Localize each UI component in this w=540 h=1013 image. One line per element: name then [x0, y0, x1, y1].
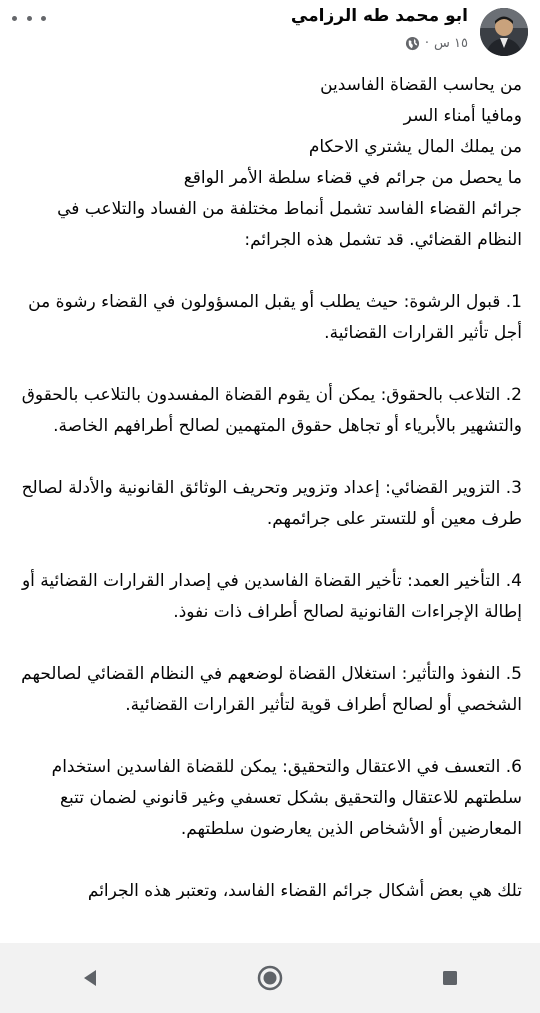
system-nav-bar: [0, 943, 540, 1013]
back-button[interactable]: [60, 948, 120, 1008]
home-circle-icon: [256, 964, 284, 992]
scroll-fade: [0, 923, 540, 943]
list-item: 4. التأخير العمد: تأخير القضاة الفاسدين في إصدار القرارات القضائية أو إطالة الإجراءات القانونية لصالح أطراف ذات نفوذ.: [21, 571, 522, 622]
list-item: 1. قبول الرشوة: حيث يطلب أو يقبل المسؤولون في القضاء رشوة من أجل تأثير القرارات القضائية.: [28, 292, 522, 343]
post-line: جرائم القضاء الفاسد تشمل أنماط مختلفة من الفساد والتلاعب في النظام القضائي. قد تشمل هذه الجرائم:: [57, 199, 522, 250]
post-header: [0, 0, 540, 62]
post-closing: تلك هي بعض أشكال جرائم القضاء الفاسد، وتعتبر هذه الجرائم: [87, 881, 522, 901]
post-line: من يحاسب القضاة الفاسدين: [320, 75, 522, 95]
post-line: من يملك المال يشتري الاحكام: [308, 137, 522, 157]
globe-icon: [405, 36, 420, 51]
avatar[interactable]: [480, 8, 528, 56]
avatar-photo: [480, 8, 528, 56]
home-button[interactable]: [240, 948, 300, 1008]
post-line: ومافيا أمناء السر: [403, 106, 522, 126]
post-time[interactable]: ١٥ س: [434, 36, 468, 51]
list-item: 5. النفوذ والتأثير: استغلال القضاة لوضعهم في النظام القضائي لصالحهم الشخصي أو لصالح أطراف قوية لتأثير القرارات القضائية.: [21, 664, 522, 715]
recents-button[interactable]: [420, 948, 480, 1008]
list-item: 3. التزوير القضائي: إعداد وتزوير وتحريف الوثائق القانونية والأدلة لصالح طرف معين أو للتستر على جرائمهم.: [21, 478, 522, 529]
post-meta: ١٥ س ·: [405, 36, 468, 51]
list-item: 6. التعسف في الاعتقال والتحقيق: يمكن للقضاة الفاسدين استخدام سلطتهم للاعتقال والتحقيق بشكل تعسفي وغير قانوني لضمان تتبع المعارضين أو الأشخاص الذين يعارضون سلطتهم.: [51, 757, 522, 839]
more-options-icon[interactable]: [12, 8, 46, 28]
post-text: [20, 70, 522, 907]
author-name[interactable]: ابو محمد طه الرزامي: [290, 6, 468, 26]
list-item: 2. التلاعب بالحقوق: يمكن أن يقوم القضاة المفسدون بالتلاعب بالحقوق والتشهير بالأبرياء أو تجاهل حقوق المتهمين لصالح أطرافهم الخاصة.: [21, 385, 522, 436]
back-triangle-icon: [79, 967, 101, 989]
post-line: ما يحصل من جرائم في قضاء سلطة الأمر الواقع: [183, 168, 522, 188]
recents-square-icon: [439, 967, 461, 989]
